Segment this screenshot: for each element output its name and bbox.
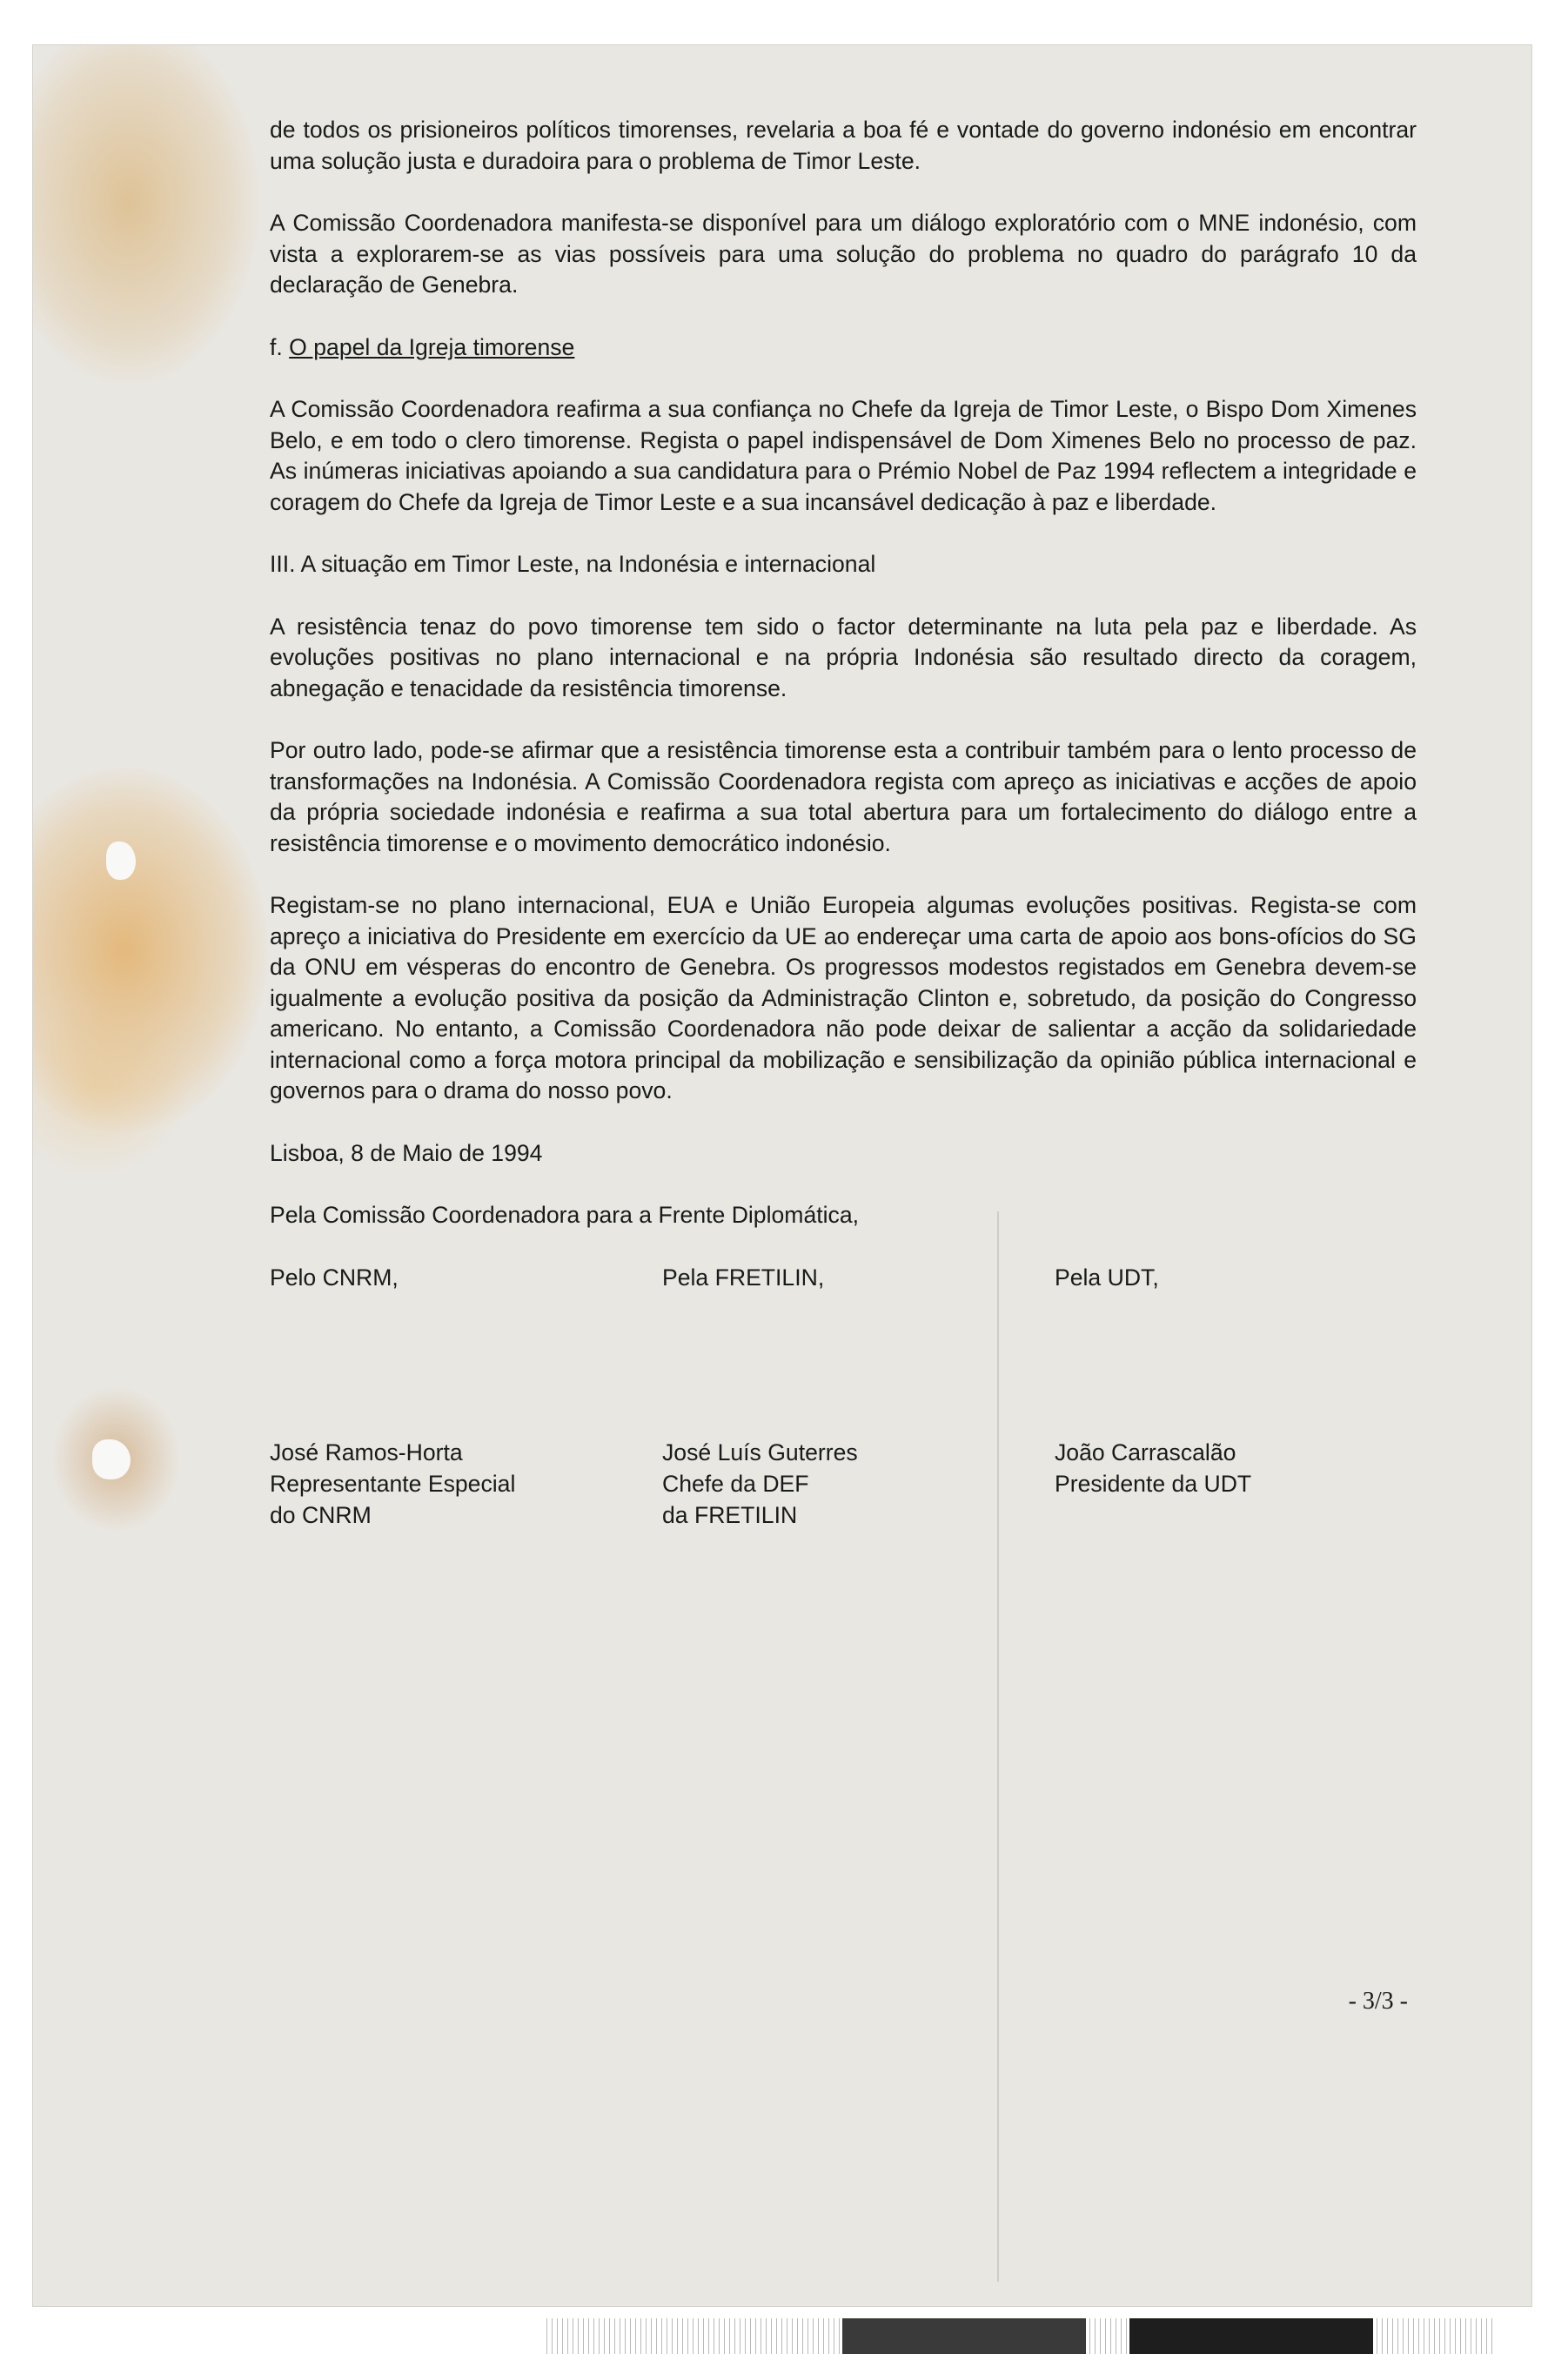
punch-hole	[92, 1439, 131, 1479]
signatory-role: da FRETILIN	[662, 1502, 798, 1528]
section-number: f.	[270, 333, 283, 360]
page-number: - 3/3 -	[1348, 1988, 1408, 2015]
signatory	[662, 1437, 1055, 1531]
signatory-role: Chefe da DEF	[662, 1471, 809, 1497]
signatory-name: João Carrascalão	[1055, 1439, 1236, 1465]
signatory-role: do CNRM	[270, 1502, 372, 1528]
on-behalf-line: Pela Comissão Coordenadora para a Frente Diplomática,	[270, 1202, 860, 1228]
place-date: Lisboa, 8 de Maio de 1994	[270, 1139, 543, 1166]
signatory	[1055, 1437, 1417, 1531]
paragraph: de todos os prisioneiros políticos timorenses, revelaria a boa fé e vontade do governo indonésio em encontrar uma solução justa e duradoira para o problema de Timor Leste.	[270, 117, 1417, 174]
paragraph: A resistência tenaz do povo timorense tem sido o factor determinante na luta pela paz e liberdade. As evoluções positivas no plano internacional e na própria Indonésia são resultado directo da coragem, abnegação e tenacidade da resistência timorense.	[270, 613, 1417, 701]
signatory-name: José Ramos-Horta	[270, 1439, 463, 1465]
signatory-role: Representante Especial	[270, 1471, 516, 1497]
paragraph: Por outro lado, pode-se afirmar que a resistência timorense esta a contribuir também para o lento processo de transformações na Indonésia. A Comissão Coordenadora regista com apreço as iniciativas e acções de apoio da própria sociedade indonésia e reafirma a sua total abertura para um fortalecimento do diálogo entre a resistência timorense e o movimento democrático indonésio.	[270, 737, 1417, 856]
signatory-name: José Luís Guterres	[662, 1439, 858, 1465]
paragraph: Registam-se no plano internacional, EUA e União Europeia algumas evoluções positivas. Regista-se com apreço a iniciativa do Presidente em exercício da UE ao endereçar uma carta de apoio aos bons-ofícios do SG da ONU em vésperas do encontro de Genebra. Os progressos modestos registados em Genebra devem-se igualmente a evolução positiva da posição da Administração Clinton e, sobretudo, da posição do Congresso americano. No entanto, a Comissão Coordenadora não pode deixar de salientar a acção da solidariedade internacional como a força motora principal da mobilização e sensibilização da opinião pública internacional e governos para o drama do nosso povo.	[270, 892, 1417, 1103]
signatory-role: Presidente da UDT	[1055, 1471, 1252, 1497]
signatory-org: Pela UDT,	[1055, 1264, 1159, 1291]
color-patch	[1129, 2318, 1373, 2354]
scale-ruler	[546, 2318, 1568, 2354]
signatory-orgs	[270, 1263, 1417, 1294]
color-patch	[1495, 2318, 1568, 2354]
document-page	[33, 45, 1531, 2306]
section-heading: III. A situação em Timor Leste, na Indonésia e internacional	[270, 551, 876, 577]
signatory	[270, 1437, 662, 1531]
signatory-org: Pela FRETILIN,	[662, 1264, 825, 1291]
paragraph: A Comissão Coordenadora reafirma a sua confiança no Chefe da Igreja de Timor Leste, o Bispo Dom Ximenes Belo, e em todo o clero timorense. Regista o papel indispensável de Dom Ximenes Belo no processo de paz. As inúmeras iniciativas apoiando a sua candidatura para o Prémio Nobel de Paz 1994 reflectem a integridade e coragem do Chefe da Igreja de Timor Leste e a sua incansável dedicação à paz e liberdade.	[270, 396, 1417, 515]
paper-stain	[33, 768, 268, 1133]
section-heading	[270, 332, 1417, 364]
document-body	[270, 115, 1417, 1531]
section-title: O papel da Igreja timorense	[289, 333, 575, 360]
signatory-org: Pelo CNRM,	[270, 1264, 399, 1291]
punch-hole	[106, 842, 136, 880]
paper-stain	[33, 1003, 190, 1177]
paragraph: A Comissão Coordenadora manifesta-se disponível para um diálogo exploratório com o MNE indonésio, com vista a explorarem-se as vias possíveis para uma solução do problema no quadro do parágrafo 10 da declaração de Genebra.	[270, 210, 1417, 298]
signatory-names	[270, 1437, 1417, 1531]
paper-stain	[33, 45, 259, 385]
color-patch	[842, 2318, 1086, 2354]
